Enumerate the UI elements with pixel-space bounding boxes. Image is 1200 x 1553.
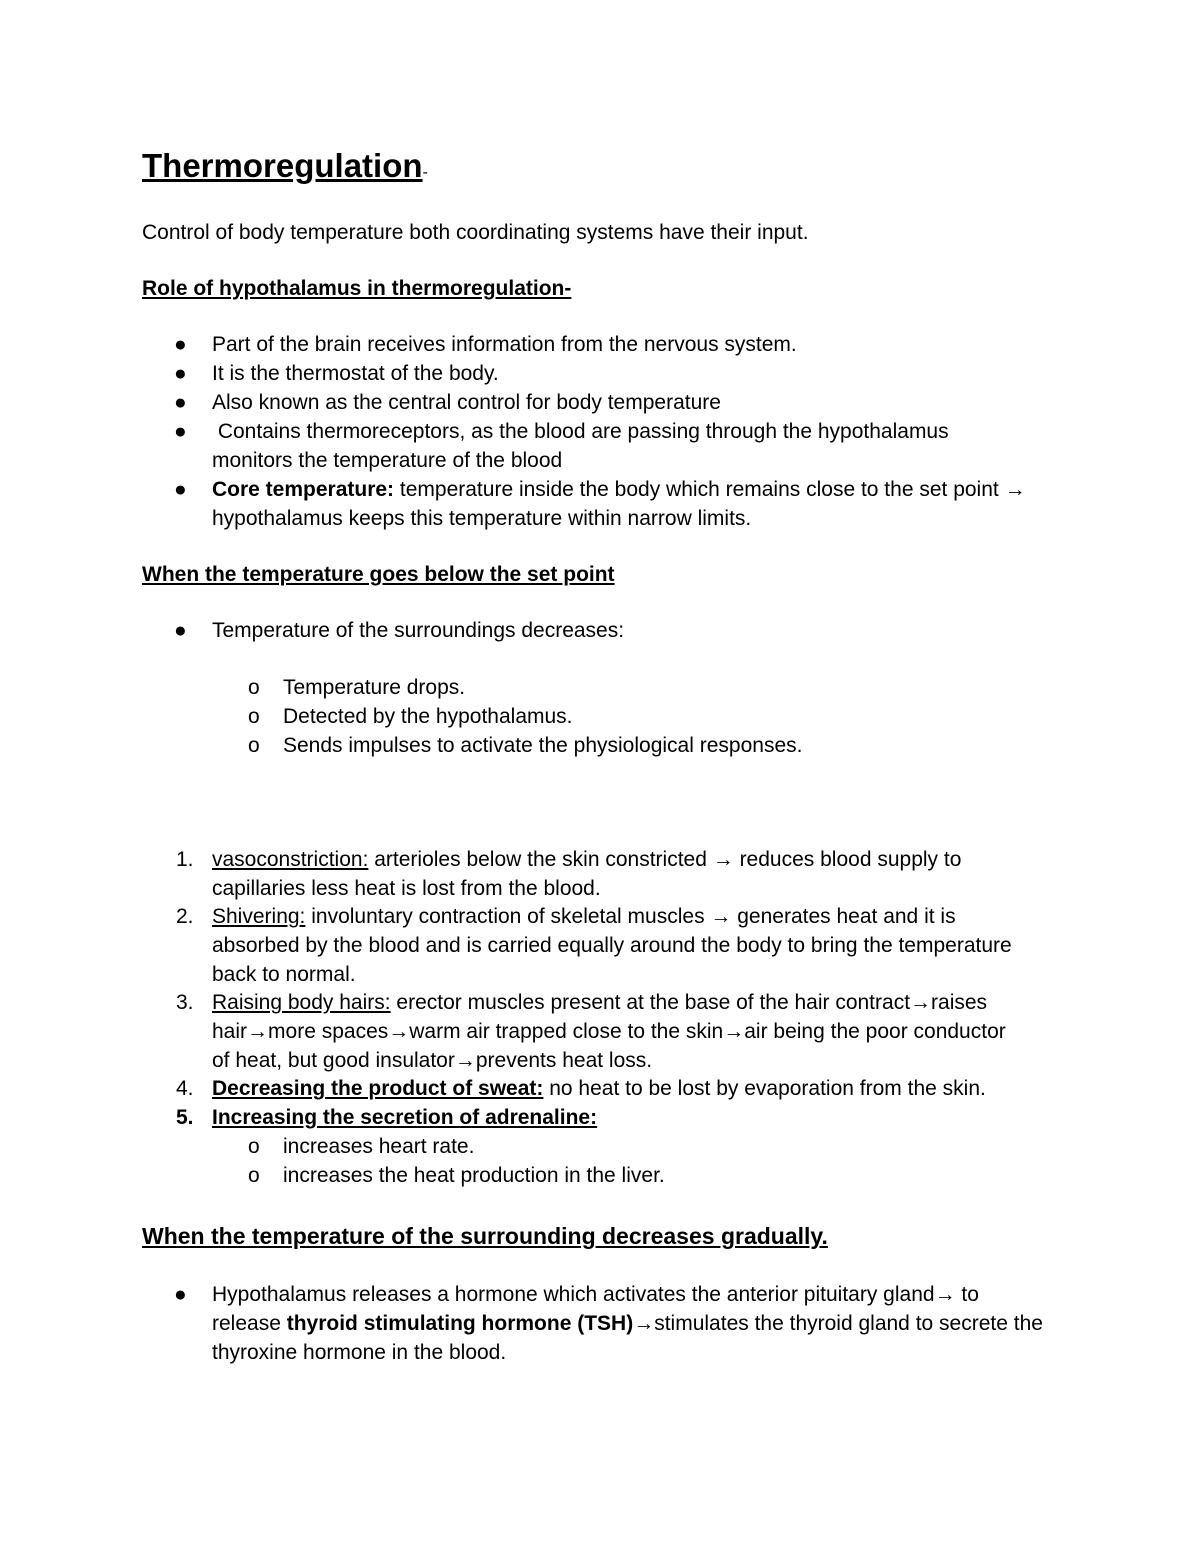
numbered-item-decreasing-sweat [212,1075,986,1103]
numbered-item-continued: capillaries less heat is lost from the blood. [212,877,601,900]
bullet-item: Part of the brain receives information from the nervous system. [212,333,797,356]
title-text: Thermoregulation [142,147,423,184]
arrow-icon: → [712,848,734,871]
list-number: 1. [176,848,194,871]
list-number: 2. [176,905,194,928]
sub-bullet-marker: o [248,705,260,728]
title-dash: - [422,164,428,181]
bullet-item: Temperature of the surroundings decreases: [212,619,625,642]
bullet-marker: ● [174,619,187,642]
tsh-term: thyroid stimulating hormone (TSH) [286,1312,634,1335]
arrow-icon: → [934,1283,956,1306]
item-text: hair [212,1020,248,1043]
document-title [142,146,428,193]
numbered-item-continued: back to normal. [212,963,356,986]
sub-bullet-item: Temperature drops. [283,676,466,699]
bullet-item-continued [212,1310,1043,1338]
sub-bullet-item: increases the heat production in the liver. [283,1164,665,1187]
item-text: release [212,1312,287,1335]
bullet-item-tsh [212,1281,979,1309]
sub-bullet-marker: o [248,1164,260,1187]
numbered-item-vasoconstriction [212,846,961,874]
arrow-icon: → [910,991,932,1014]
item-text: raises [931,991,988,1014]
item-text: arterioles below the skin constricted [368,848,713,871]
item-text: generates heat and it is [731,905,956,928]
bullet-item: It is the thermostat of the body. [212,362,499,385]
bullet-core-temperature [212,476,1026,504]
item-text: to [955,1283,979,1306]
sub-bullet-marker: o [248,1135,260,1158]
arrow-icon: → [633,1312,655,1335]
bullet-marker: ● [174,333,187,356]
item-text: reduces blood supply to [733,848,962,871]
numbered-item-adrenaline [212,1104,597,1132]
item-label: Raising body hairs: [212,991,391,1014]
numbered-item-continued [212,1018,1006,1046]
arrow-icon: → [1004,478,1026,501]
item-text: erector muscles present at the base of the hair contract [390,991,911,1014]
bullet-item: Also known as the central control for body temperature [212,391,721,414]
bullet-item-continued: hypothalamus keeps this temperature within narrow limits. [212,507,752,530]
numbered-item-continued: absorbed by the blood and is carried equally around the body to bring the temperature [212,934,1012,957]
item-text: of heat, but good insulator [212,1049,455,1072]
intro-paragraph: Control of body temperature both coordinating systems have their input. [142,221,809,244]
list-number: 4. [176,1077,194,1100]
core-temperature-text: temperature inside the body which remains close to the set point [394,478,1005,501]
item-text: Hypothalamus releases a hormone which activates the anterior pituitary gland [212,1283,935,1306]
list-number: 5. [176,1106,194,1129]
section-heading-gradual-decrease: When the temperature of the surrounding decreases gradually. [142,1223,828,1249]
bullet-marker: ● [174,362,187,385]
bullet-marker: ● [174,420,187,443]
sub-bullet-item: increases heart rate. [283,1135,475,1158]
core-temperature-label: Core temperature: [212,478,395,501]
arrow-icon: → [247,1020,269,1043]
section-heading-below-set-point: When the temperature goes below the set point [142,563,615,586]
item-text: air being the poor conductor [744,1020,1006,1043]
sub-bullet-item: Detected by the hypothalamus. [283,705,573,728]
bullet-item: Contains thermoreceptors, as the blood are passing through the hypothalamus [212,420,949,443]
bullet-marker: ● [174,478,187,501]
numbered-item-shivering [212,903,956,931]
sub-bullet-marker: o [248,734,260,757]
item-label: Decreasing the product of sweat: [212,1077,544,1100]
arrow-icon: → [723,1020,745,1043]
bullet-marker: ● [174,391,187,414]
bullet-item-continued: thyroxine hormone in the blood. [212,1341,507,1364]
numbered-item-raising-body-hairs [212,989,987,1017]
arrow-icon: → [388,1020,410,1043]
bullet-marker: ● [174,1283,187,1306]
item-label: Increasing the secretion of adrenaline: [212,1106,598,1129]
arrow-icon: → [454,1049,476,1072]
item-text: more spaces [268,1020,389,1043]
item-label: Shivering: [212,905,306,928]
arrow-icon: → [710,905,732,928]
list-number: 3. [176,991,194,1014]
numbered-item-continued [212,1047,652,1075]
item-label: vasoconstriction: [212,848,369,871]
item-text: involuntary contraction of skeletal muscles [305,905,711,928]
section-heading-hypothalamus: Role of hypothalamus in thermoregulation- [142,277,572,300]
item-text: prevents heat loss. [475,1049,653,1072]
sub-bullet-marker: o [248,676,260,699]
bullet-item-continued: monitors the temperature of the blood [212,449,563,472]
item-text: warm air trapped close to the skin [409,1020,724,1043]
item-text: stimulates the thyroid gland to secrete the [654,1312,1043,1335]
sub-bullet-item: Sends impulses to activate the physiological responses. [283,734,803,757]
item-text: no heat to be lost by evaporation from the skin. [543,1077,986,1100]
